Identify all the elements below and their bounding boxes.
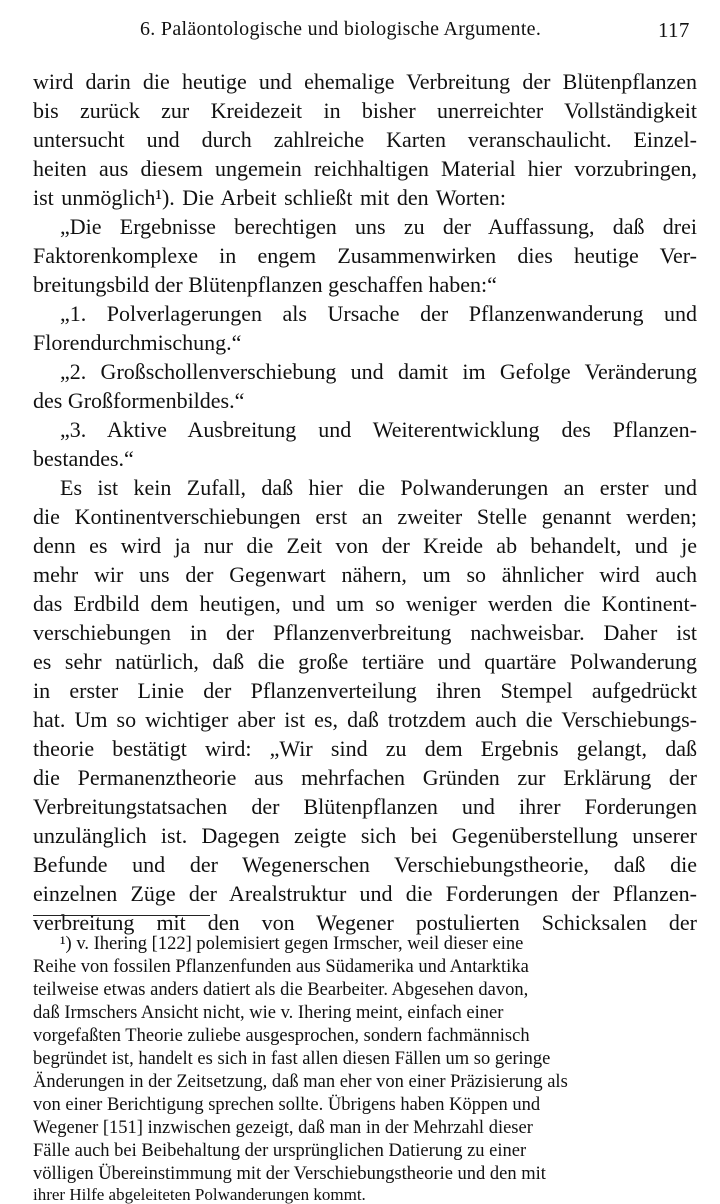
- body-line: Florendurchmischung.“: [33, 330, 242, 355]
- body-line: „3. Aktive Ausbreitung und Weiterentwicklung des Pflanzen-: [60, 417, 697, 442]
- body-line: es sehr natürlich, daß die große tertiäre und quartäre Polwanderung: [33, 649, 697, 674]
- body-line: untersucht und durch zahlreiche Karten veranschaulicht. Einzel-: [33, 127, 697, 152]
- running-title: 6. Paläontologische und biologische Argumente.: [140, 18, 542, 40]
- footnote-line: Wegener [151] inzwischen gezeigt, daß man in der Mehrzahl dieser: [33, 1118, 533, 1138]
- footnote-line: Änderungen in der Zeitsetzung, daß man eher von einer Präzisierung als: [33, 1072, 568, 1092]
- footnote-line: Reihe von fossilen Pflanzenfunden aus Südamerika und Antarktika: [33, 957, 529, 977]
- body-line: wird darin die heutige und ehemalige Verbreitung der Blütenpflanzen: [33, 69, 697, 94]
- footnote-line: ¹) v. Ihering [122] polemisiert gegen Irmscher, weil dieser eine: [60, 934, 524, 954]
- body-line: bestandes.“: [33, 446, 134, 471]
- body-line: heiten aus diesem ungemein reichhaltigen Material hier vorzubringen,: [33, 156, 697, 181]
- body-line: theorie bestätigt wird: „Wir sind zu dem Ergebnis gelangt, daß: [33, 736, 697, 761]
- footnote-line: ihrer Hilfe abgeleiteten Polwanderungen kommt.: [33, 1185, 366, 1204]
- body-line: Es ist kein Zufall, daß hier die Polwanderungen an erster und: [60, 475, 697, 500]
- body-line: breitungsbild der Blütenpflanzen geschaffen haben:“: [33, 272, 497, 297]
- body-line: denn es wird ja nur die Zeit von der Kreide ab behandelt, und je: [33, 533, 697, 558]
- footnote-line: vorgefaßten Theorie zuliebe ausgesprochen, sondern fachmännisch: [33, 1026, 530, 1046]
- body-line: „Die Ergebnisse berechtigen uns zu der Auffassung, daß drei: [60, 214, 697, 239]
- body-line: einzelnen Züge der Arealstruktur und die Forderungen der Pflanzen-: [33, 881, 697, 906]
- body-line: verbreitung mit den von Wegener postulierten Schicksalen der: [33, 910, 697, 935]
- footnote-line: daß Irmschers Ansicht nicht, wie v. Ihering meint, einfach einer: [33, 1003, 504, 1023]
- body-line: mehr wir uns der Gegenwart nähern, um so ähnlicher wird auch: [33, 562, 697, 587]
- body-line: Faktorenkomplexe in engem Zusammenwirken dies heutige Ver-: [33, 243, 697, 268]
- body-line: verschiebungen in der Pflanzenverbreitung nachweisbar. Daher ist: [33, 620, 697, 645]
- body-line: die Permanenztheorie aus mehrfachen Gründen zur Erklärung der: [33, 765, 697, 790]
- footnote-line: Fälle auch bei Beibehaltung der ursprünglichen Datierung zu einer: [33, 1141, 527, 1161]
- body-line: Verbreitungstatsachen der Blütenpflanzen und ihrer Forderungen: [33, 794, 697, 819]
- page-header: [0, 18, 720, 48]
- body-line: in erster Linie der Pflanzenverteilung ihren Stempel aufgedrückt: [33, 678, 697, 703]
- body-line: „1. Polverlagerungen als Ursache der Pflanzenwanderung und: [60, 301, 697, 326]
- body-line: ist unmöglich¹). Die Arbeit schließt mit den Worten:: [33, 185, 507, 210]
- footnote-line: völligen Übereinstimmung mit der Verschiebungstheorie und den mit: [33, 1164, 546, 1184]
- footnote-line: von einer Berichtigung sprechen sollte. Übrigens haben Köppen und: [33, 1095, 541, 1115]
- page-number: 117: [658, 18, 690, 42]
- body-line: des Großformenbildes.“: [33, 388, 245, 413]
- body-line: hat. Um so wichtiger aber ist es, daß trotzdem auch die Verschiebungs-: [33, 707, 697, 732]
- footnote-line: begründet ist, handelt es sich in fast allen diesen Fällen um so geringe: [33, 1049, 551, 1069]
- body-line: bis zurück zur Kreidezeit in bisher unerreichter Vollständigkeit: [33, 98, 697, 123]
- body-line: „2. Großschollenverschiebung und damit im Gefolge Veränderung: [60, 359, 697, 384]
- footnote-line: teilweise etwas anders datiert als die Bearbeiter. Abgesehen davon,: [33, 980, 529, 1000]
- body-line: das Erdbild dem heutigen, und um so weniger werden die Kontinent-: [33, 591, 697, 616]
- body-line: unzulänglich ist. Dagegen zeigte sich bei Gegenüberstellung unserer: [33, 823, 697, 848]
- body-line: Befunde und der Wegenerschen Verschiebungstheorie, daß die: [33, 852, 697, 877]
- body-line: die Kontinentverschiebungen erst an zweiter Stelle genannt werden;: [33, 504, 697, 529]
- footnote-divider: [33, 915, 210, 916]
